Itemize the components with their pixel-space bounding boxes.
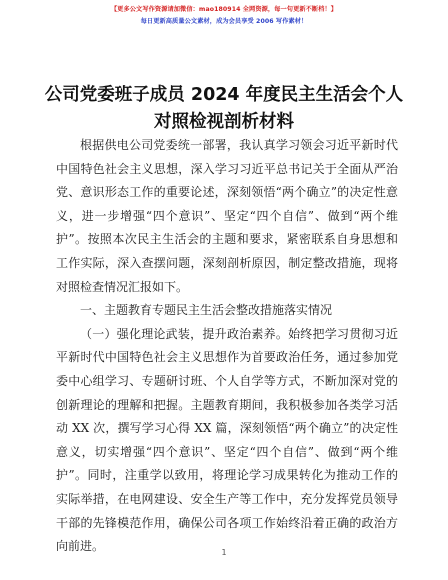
promo-banner-line-1: 【更多公文写作资源请加微信：mao180914 全网资源，每一句更新不断档！】 (110, 6, 338, 13)
promo-banner (0, 4, 448, 28)
document-body (56, 134, 398, 559)
promo-banner-line-2: 每日更新高质量公文素材，成为会员享受 2006 写作素材！ (140, 18, 308, 25)
document-title: 公司党委班子成员 2024 年度民主生活会个人对照检视剖析材料 (44, 85, 404, 132)
page-number: 1 (221, 548, 227, 557)
paragraph-theory: （一）强化理论武装，提升政治素养。始终把学习贯彻习近平新时代中国特色社会主义思想作为首要政治任务，通过参加党委中心组学习、专题研讨班、个人自学等方式，不断加深对党的创新理论的理解和把握。主题教育期间，我积极参加各类学习活动 XX 次，撰写学习心得 XX 篇，深刻领悟“两个确立”的决定性意义，切实增强“四个意识”、坚定“四个自信”、做到“两个维护”。同时，注重学以致用，将理论学习成果转化为推动工作的实际举措，在电网建设、安全生产等工作中，充分发挥党员领导干部的先锋模范作用，确保公司各项工作始终沿着正确的政治方向前进。 (56, 326, 398, 554)
section-heading: 一、主题教育专题民主生活会整改措施落实情况 (80, 303, 333, 318)
paragraph-intro: 根据供电公司党委统一部署，我认真学习领会习近平新时代中国特色社会主义思想，深入学习习近平总书记关于全面从严治党、意识形态工作的重要论述，深刻领悟“两个确立”的决定性意义，进一步增强“四个意识”、坚定“四个自信”、做到“两个维护”。按照本次民主生活会的主题和要求，紧密联系自身思想和工作实际，深入查摆问题，深刻剖析原因，制定整改措施，现将对照检查情况汇报如下。 (56, 138, 398, 294)
